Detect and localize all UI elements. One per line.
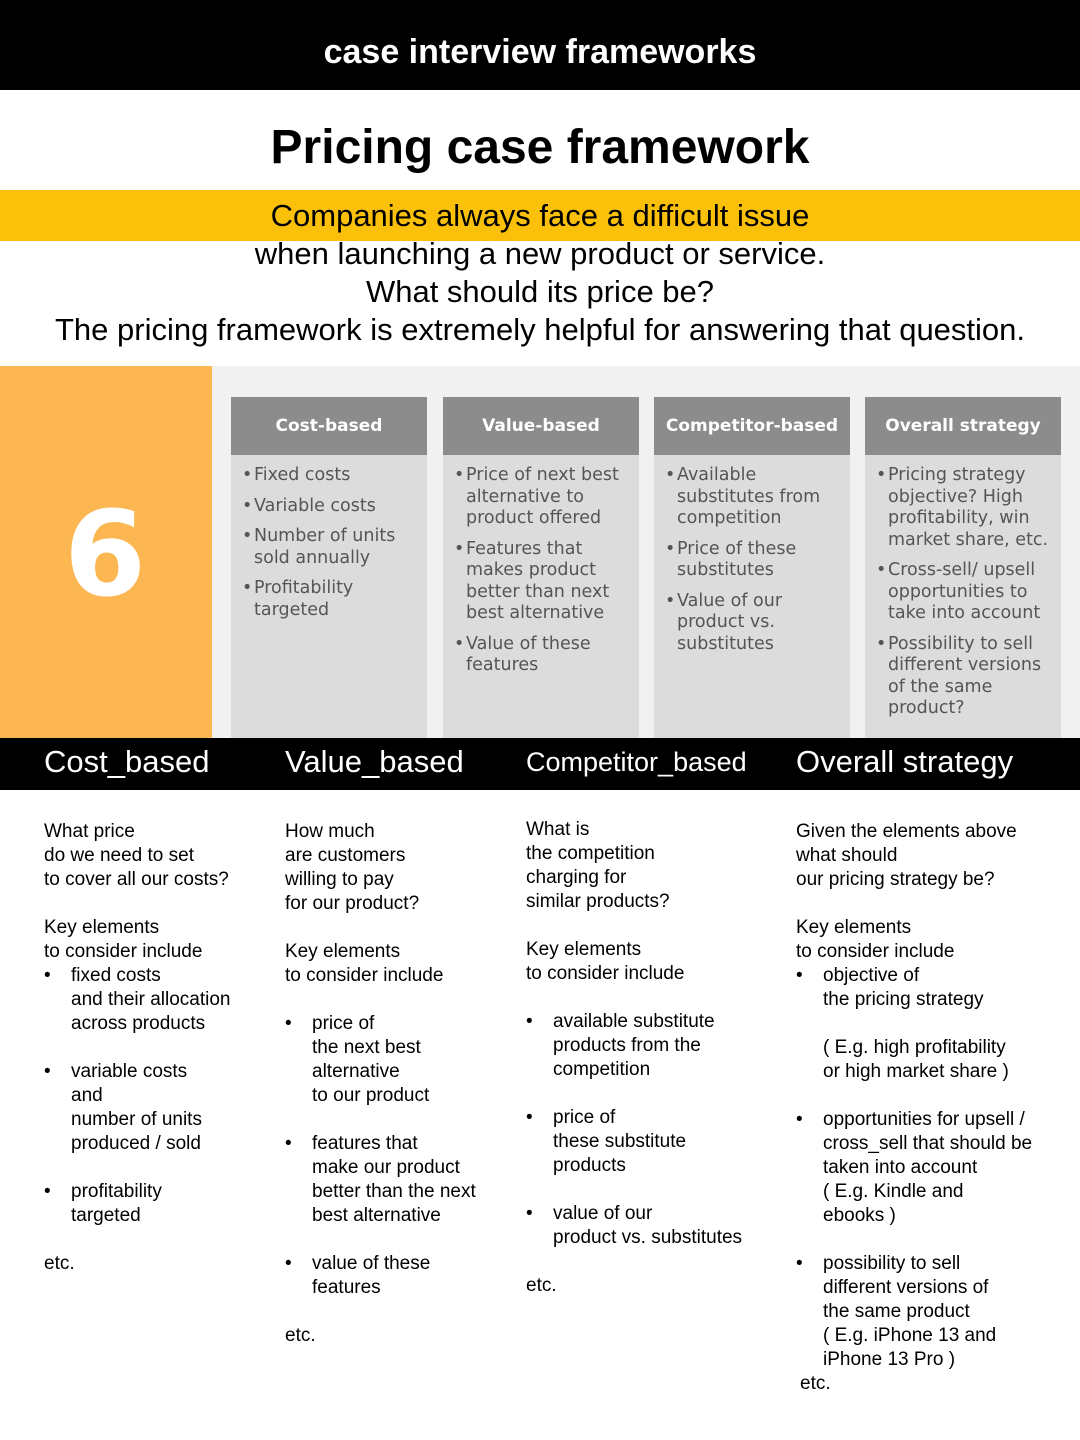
spacer <box>796 1084 1066 1108</box>
intro-text <box>0 197 1080 349</box>
slide-card-list <box>231 455 427 621</box>
slide-card-item: • Profitability targeted <box>254 578 419 621</box>
slide-card-item: • Possibility to sell different versions of the same product? <box>888 634 1053 720</box>
column-key-line: Key elements <box>526 939 642 960</box>
column-bullet-line: and <box>71 1085 103 1106</box>
column-bullet <box>285 1252 520 1300</box>
column-bullet-line: produced / sold <box>71 1133 201 1154</box>
column-key-line: Key elements <box>796 917 912 938</box>
column-key-line: to consider include <box>526 963 685 984</box>
column-bullet-line: ebooks ) <box>823 1205 896 1226</box>
spacer <box>285 1108 520 1132</box>
column-header-bar <box>0 738 1080 790</box>
slide-card-title: Overall strategy <box>865 397 1061 455</box>
column-bullet <box>796 1252 1066 1372</box>
column-heading: Overall strategy <box>796 744 1014 779</box>
column-question-line: do we need to set <box>44 845 194 866</box>
column-key-line: to consider include <box>796 941 955 962</box>
banner-title: case interview frameworks <box>323 33 757 71</box>
column-question-line: what should <box>796 845 898 866</box>
column-bullet-line: • value of these <box>312 1253 431 1274</box>
slide-card-item: • Value of these features <box>466 634 631 677</box>
intro-line: when launching a new product or service. <box>254 236 826 271</box>
column-question-line: What is <box>526 819 590 840</box>
slide-number: 6 <box>63 485 147 623</box>
column-bullet-line: make our product <box>312 1157 460 1178</box>
slide-card-list <box>443 455 639 677</box>
slide-card-title: Cost-based <box>231 397 427 455</box>
column-question-line: How much <box>285 821 375 842</box>
column-heading: Value_based <box>285 744 464 779</box>
intro-line: Companies always face a difficult issue <box>270 198 810 233</box>
column-bullet-line: • price of <box>553 1107 616 1128</box>
slide-card-item: • Fixed costs <box>254 465 419 487</box>
spacer <box>44 1156 279 1180</box>
intro-line: The pricing framework is extremely helpful for answering that question. <box>54 312 1026 347</box>
column-bullet-line: better than the next <box>312 1181 476 1202</box>
top-banner <box>0 0 1080 90</box>
column-bullet-line: • features that <box>312 1133 418 1154</box>
column-bullet <box>44 1060 279 1156</box>
column-bullet-line: alternative <box>312 1061 400 1082</box>
spacer <box>44 1228 279 1252</box>
column-bullet <box>526 1106 761 1178</box>
spacer <box>796 892 1066 916</box>
column-key-line: Key elements <box>285 941 401 962</box>
column-bullet-line: • variable costs <box>71 1061 188 1082</box>
spacer <box>526 1178 761 1202</box>
spacer <box>44 1036 279 1060</box>
framework-slide <box>0 366 1080 738</box>
column-bullet-line <box>823 1012 1066 1036</box>
column-bullet <box>44 1180 279 1228</box>
column-bullet-line: • value of our <box>553 1203 653 1224</box>
slide-card-title: Value-based <box>443 397 639 455</box>
column-bullet-line: the next best <box>312 1037 421 1058</box>
column-bullet-line: • profitability <box>71 1181 162 1202</box>
column-bullet-line: ( E.g. Kindle and <box>823 1181 964 1202</box>
column-question-line: the competition <box>526 843 655 864</box>
intro-line: What should its price be? <box>365 274 715 309</box>
spacer <box>526 986 761 1010</box>
column-bullet <box>526 1010 761 1082</box>
slide-card-item: • Features that makes product better than next best alternative <box>466 539 631 625</box>
slide-card-title: Competitor-based <box>654 397 850 455</box>
column-bullet <box>285 1012 520 1108</box>
column-question-line: are customers <box>285 845 406 866</box>
spacer <box>526 914 761 938</box>
framework-column <box>796 820 1066 1396</box>
column-bullet-line: ( E.g. iPhone 13 and <box>823 1325 997 1346</box>
column-key-line: Key elements <box>44 917 160 938</box>
column-etc: etc. <box>44 1253 75 1274</box>
column-bullet-line: the same product <box>823 1301 970 1322</box>
column-bullet <box>796 1108 1066 1228</box>
column-bullet-line: or high market share ) <box>823 1061 1009 1082</box>
spacer <box>526 1082 761 1106</box>
slide-card-item: • Value of our product vs. substitutes <box>677 591 842 656</box>
column-bullet-line: and their allocation <box>71 989 231 1010</box>
column-bullet-line: • possibility to sell <box>823 1253 961 1274</box>
column-bullet <box>796 964 1066 1084</box>
slide-card-item: • Variable costs <box>254 496 419 518</box>
column-question-line: charging for <box>526 867 627 888</box>
slide-card-item: • Cross-sell/ upsell opportunities to take into account <box>888 560 1053 625</box>
column-bullet-line: products <box>553 1155 626 1176</box>
column-bullet-line: features <box>312 1277 381 1298</box>
framework-column <box>285 820 520 1348</box>
column-bullet <box>526 1202 761 1250</box>
spacer <box>285 1228 520 1252</box>
spacer <box>285 988 520 1012</box>
column-etc: etc. <box>800 1373 831 1394</box>
column-bullet-line: the pricing strategy <box>823 989 984 1010</box>
column-bullet-line: • available substitute <box>553 1011 715 1032</box>
column-heading: Competitor_based <box>526 747 747 777</box>
slide-card-list <box>654 455 850 655</box>
spacer <box>796 1228 1066 1252</box>
column-key-line: to consider include <box>44 941 203 962</box>
column-heading: Cost_based <box>44 744 210 779</box>
column-bullet-line: targeted <box>71 1205 141 1226</box>
column-question-line: for our product? <box>285 893 420 914</box>
spacer <box>44 892 279 916</box>
slide-card-item: • Available substitutes from competition <box>677 465 842 530</box>
column-question-line: willing to pay <box>285 869 394 890</box>
spacer <box>526 1250 761 1274</box>
column-question-line: What price <box>44 821 135 842</box>
column-bullet-line: products from the <box>553 1035 701 1056</box>
column-question-line: to cover all our costs? <box>44 869 229 890</box>
column-bullet <box>44 964 279 1036</box>
column-question-line: Given the elements above <box>796 821 1017 842</box>
column-bullet-line: these substitute <box>553 1131 687 1152</box>
column-bullet-line: cross_sell that should be <box>823 1133 1033 1154</box>
column-bullet-line: • price of <box>312 1013 375 1034</box>
column-bullet-line: best alternative <box>312 1205 441 1226</box>
slide-card <box>443 397 639 738</box>
column-bullet-line: different versions of <box>823 1277 989 1298</box>
column-bullet-line: • fixed costs <box>71 965 161 986</box>
column-bullet-line: ( E.g. high profitability <box>823 1037 1006 1058</box>
framework-column <box>526 818 761 1298</box>
slide-card-item: • Price of next best alternative to product offered <box>466 465 631 530</box>
column-bullet-line: • objective of <box>823 965 920 986</box>
column-question-line: similar products? <box>526 891 670 912</box>
column-bullet-line: across products <box>71 1013 206 1034</box>
slide-card-item: • Price of these substitutes <box>677 539 842 582</box>
column-etc: etc. <box>526 1275 557 1296</box>
slide-card-item: • Number of units sold annually <box>254 526 419 569</box>
slide-card <box>654 397 850 738</box>
column-etc: etc. <box>285 1325 316 1346</box>
column-bullet <box>285 1132 520 1228</box>
column-question-line: our pricing strategy be? <box>796 869 995 890</box>
slide-card-list <box>865 455 1061 720</box>
column-bullet-line: to our product <box>312 1085 430 1106</box>
slide-card-item: • Pricing strategy objective? High profitability, win market share, etc. <box>888 465 1053 551</box>
column-key-line: to consider include <box>285 965 444 986</box>
column-bullet-line: • opportunities for upsell / <box>823 1109 1025 1130</box>
slide-card <box>865 397 1061 738</box>
column-bullet-line: competition <box>553 1059 651 1080</box>
column-bullet-line: iPhone 13 Pro ) <box>823 1349 956 1370</box>
column-bullet-line: number of units <box>71 1109 202 1130</box>
spacer <box>285 916 520 940</box>
column-bullet-line: taken into account <box>823 1157 978 1178</box>
page-title: Pricing case framework <box>270 121 810 174</box>
slide-card <box>231 397 427 738</box>
column-bullet-line: product vs. substitutes <box>553 1227 743 1248</box>
spacer <box>285 1300 520 1324</box>
framework-column <box>44 820 279 1276</box>
